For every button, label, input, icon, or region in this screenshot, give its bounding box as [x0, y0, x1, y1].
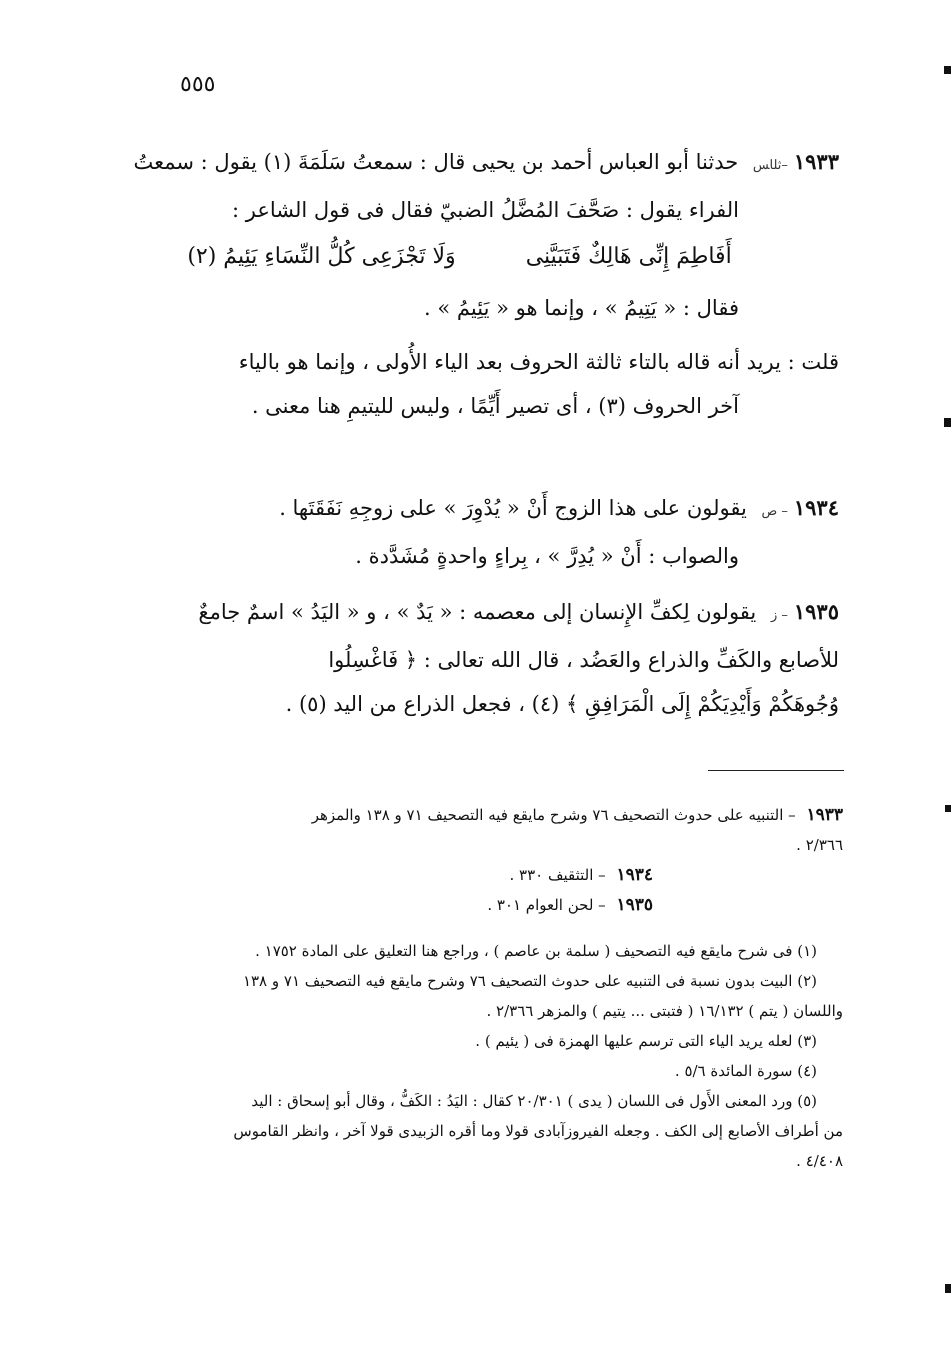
source-note [130, 860, 843, 890]
entry-line: والصواب : أَنْ « يُدِرَّ » ، بِراءٍ واحدةٍ مُشَدَّدة . [355, 544, 739, 568]
entry-text: حدثنا أبو العباس أحمد بن يحيى قال : سمعتُ سَلَمَةَ (١) يقول : سمعتُ [133, 150, 739, 174]
entry-source-mark: –ث‍ل‍ا‍س [752, 158, 788, 173]
page-number: ٥٥٥ [180, 72, 216, 97]
footnote-2: (٢) البيت بدون نسبة فى التنبيه على حدوث التصحيف ٧٦ وشرح مايقع فيه التصحيف ٧١ و ١٣٨ [242, 972, 817, 990]
page-edge-mark [945, 805, 951, 812]
source-note-text: – التثقيف ٣٣٠ . [509, 866, 606, 884]
source-note-number: ١٩٣٤ [616, 865, 653, 885]
entry-1935 [130, 590, 839, 726]
source-note [130, 800, 843, 830]
comment-line: آخر الحروف (٣) ، أى تصير أَيِّمًا ، وليس لليتيمِ هنا معنى . [251, 394, 739, 418]
comment-line: قلت : يريد أنه قاله بالتاء ثالثة الحروف بعد الياء الأُولى ، وإنما هو بالياء [238, 350, 839, 374]
footnote-5: (٥) ورد المعنى الأَول فى اللسان ( يدى ) ٢٠/٣٠١ كقال : اليَدُ : الكَفُّ ، وقال أبو إسحاق : اليد [251, 1092, 817, 1110]
entry-text: يقولون على هذا الزوج أَنْ « يُدْوِرَ » على زوجِهِ نَفَقَتَها . [279, 496, 747, 520]
footnote-3: (٣) لعله يريد الياء التى ترسم عليها الهمزة فى ( يئيم ) . [475, 1032, 817, 1050]
footnote-1: (١) فى شرح مايقع فيه التصحيف ( سلمة بن عاصم ) ، وراجع هنا التعليق على المادة ١٧٥٢ . [255, 942, 817, 960]
footnote-4: (٤) سورة المائدة ٥/٦ . [674, 1062, 817, 1080]
source-note-text: – التنبيه على حدوث التصحيف ٧٦ وشرح مايقع فيه التصحيف ٧١ و ١٣٨ والمزهر [311, 806, 796, 824]
entry-line [130, 590, 839, 638]
entry-line [130, 140, 839, 188]
page-edge-mark [944, 66, 951, 74]
entry-line: فقال : « يَتِيمُ » ، وإنما هو « يَئِيمُ » . [424, 296, 739, 320]
entry-number: ١٩٣٤ [793, 495, 839, 520]
entry-1933 [130, 140, 839, 428]
entry-1934 [130, 486, 839, 578]
entry-text: يقولون لِكفِّ الإِنسان إلى معصمه : « يَدٌ » ، و « اليَدُ » اسمٌ جامعٌ [198, 600, 757, 624]
footnotes [130, 800, 843, 1176]
entry-number: ١٩٣٣ [793, 149, 839, 174]
page-edge-mark [944, 418, 951, 427]
entry-line: وُجُوهَكُمْ وَأَيْدِيَكُمْ إِلَى الْمَرَافِقِ ﴾ (٤) ، فجعل الذراع من اليد (٥) . [285, 692, 839, 716]
page-edge-mark [945, 1284, 951, 1293]
entry-line: للأصابع والكَفِّ والذراع والعَضُد ، قال الله تعالى : ﴿ فَاغْسِلُوا [328, 648, 839, 672]
poetry-verse [130, 232, 839, 282]
footnote-continuation: من أطراف الأصابع إلى الكف . وجعله الفيروزآبادى قولا وما أقره الزبيدى قولا آخر ، وانظر القاموس [233, 1122, 843, 1140]
source-note [130, 890, 843, 920]
source-note-number: ١٩٣٣ [806, 805, 843, 825]
footnote-separator [708, 770, 844, 771]
footnote-continuation: ٤/٤٠٨ . [796, 1152, 843, 1170]
entry-source-mark: – ص [761, 504, 788, 519]
entry-number: ١٩٣٥ [793, 599, 839, 624]
source-note-text: – لحن العوام ٣٠١ . [487, 896, 606, 914]
verse-second-hemistich: وَلَا تَجْزَعِى كُلُّ النِّسَاءِ يَئِيمُ (٢) [187, 244, 456, 269]
verse-first-hemistich: أَفَاطِمَ إِنِّى هَالِكٌ فَتَبَيَّنِى [525, 244, 732, 269]
entry-line [130, 486, 839, 534]
source-note-continuation: ٢/٣٦٦ . [796, 836, 843, 854]
footnote-continuation: واللسان ( يتم ) ١٦/١٣٢ ( فتبتى ... يتيم ) والمزهر ٢/٣٦٦ . [486, 1002, 843, 1020]
entry-source-mark: – ز [770, 608, 788, 623]
source-note-number: ١٩٣٥ [616, 895, 653, 915]
entry-line: الفراء يقول : صَحَّفَ المُضَّلُ الضبيّ فقال فى قول الشاعر : [231, 198, 739, 222]
